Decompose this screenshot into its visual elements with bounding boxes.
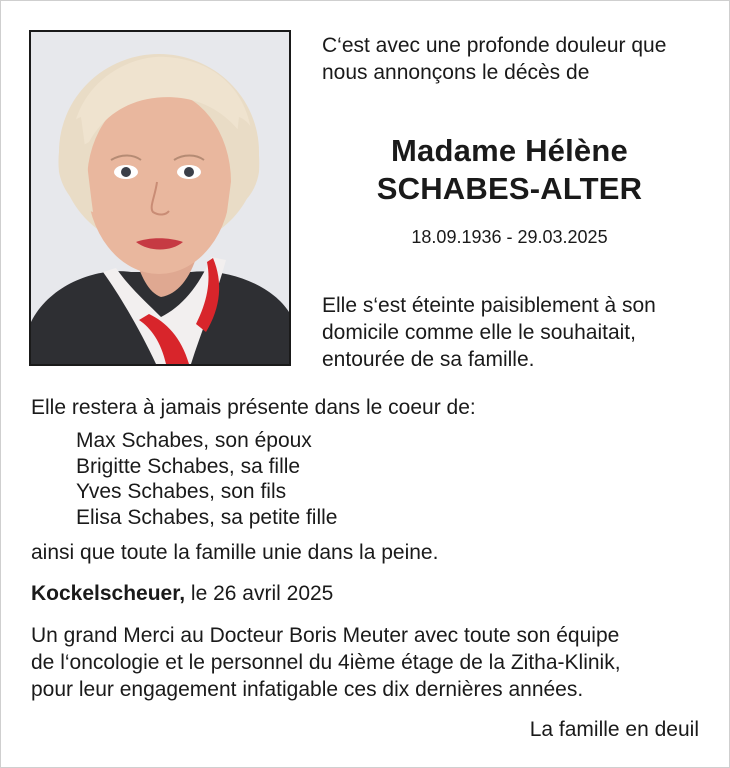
family-member: Max Schabes, son époux bbox=[76, 429, 312, 452]
signature: La famille en deuil bbox=[529, 718, 699, 741]
deceased-surname: SCHABES-ALTER bbox=[376, 171, 643, 206]
passing-line-2: domicile comme elle le souhaitait, bbox=[322, 321, 636, 344]
family-member: Brigitte Schabes, sa fille bbox=[76, 454, 301, 478]
place-name: Kockelscheuer, bbox=[31, 582, 186, 605]
passing-description bbox=[322, 292, 717, 373]
portrait-photo bbox=[29, 30, 291, 366]
passing-line-3: entourée de sa famille. bbox=[322, 348, 535, 371]
thanks-line-2: de l‘oncologie et le personnel du 4ième étage de la Zitha-Klinik, bbox=[31, 651, 621, 674]
deceased-name bbox=[322, 132, 697, 208]
place-and-date bbox=[31, 580, 711, 607]
deceased-first-name: Madame Hélène bbox=[391, 133, 628, 168]
passing-line-1: Elle s‘est éteinte paisiblement à son bbox=[322, 294, 656, 317]
extended-family-line: ainsi que toute la famille unie dans la peine. bbox=[31, 541, 439, 564]
life-dates: 18.09.1936 - 29.03.2025 bbox=[411, 227, 608, 247]
remembrance-intro: Elle restera à jamais présente dans le coeur de: bbox=[31, 396, 476, 419]
intro-line-2: nous annonçons le décès de bbox=[322, 61, 590, 84]
thanks-line-1: Un grand Merci au Docteur Boris Meuter avec toute son équipe bbox=[31, 624, 620, 647]
family-list bbox=[76, 428, 676, 531]
thanks-line-3: pour leur engagement infatigable ces dix dernières années. bbox=[31, 678, 584, 701]
intro-line-1: C‘est avec une profonde douleur que bbox=[322, 34, 667, 57]
portrait-illustration bbox=[31, 32, 289, 364]
family-member: Yves Schabes, son fils bbox=[76, 480, 287, 504]
acknowledgement bbox=[31, 622, 721, 703]
family-member: Elisa Schabes, sa petite fille bbox=[76, 506, 338, 530]
notice-date: le 26 avril 2025 bbox=[185, 582, 334, 605]
announcement-intro bbox=[322, 32, 717, 86]
